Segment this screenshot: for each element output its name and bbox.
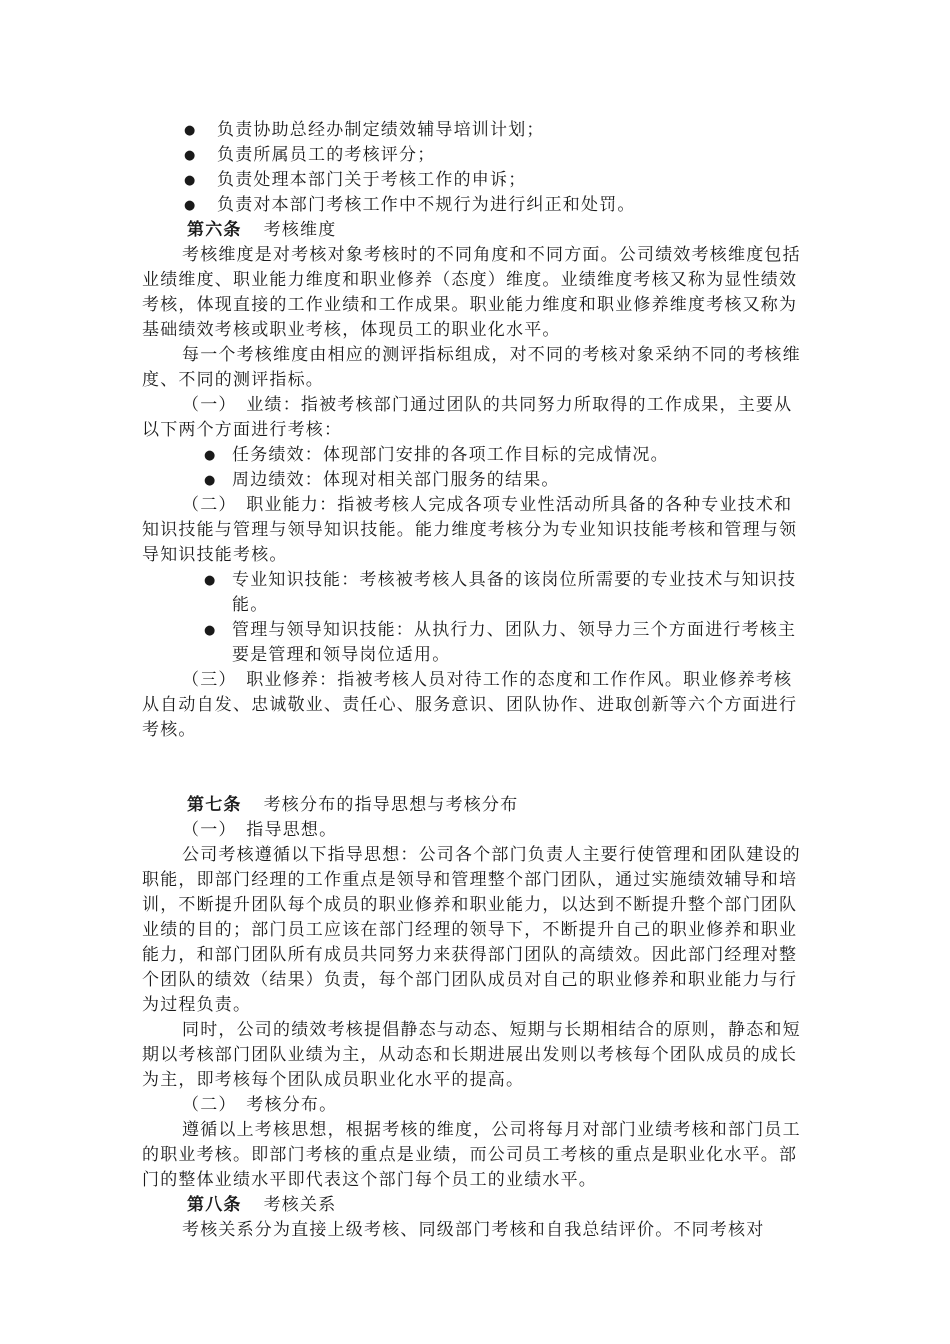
paragraph: 每一个考核维度由相应的测评指标组成，对不同的考核对象采纳不同的考核维度、不同的测评指标。 bbox=[142, 345, 801, 390]
bullet-icon: ● bbox=[204, 573, 217, 588]
bullet-icon: ● bbox=[204, 623, 217, 638]
article-heading: 第七条 考核分布的指导思想与考核分布 bbox=[187, 795, 519, 815]
subsection: （一） 指导思想。 bbox=[182, 820, 338, 840]
list-item: ● 周边绩效：体现对相关部门服务的结果。 bbox=[142, 468, 807, 493]
list-item: ● 负责协助总经办制定绩效辅导培训计划； bbox=[142, 118, 807, 143]
subsection: （二） 考核分布。 bbox=[182, 1095, 338, 1115]
bullet-icon: ● bbox=[204, 448, 217, 463]
article-heading: 第六条 考核维度 bbox=[187, 220, 337, 240]
paragraph: 遵循以上考核思想，根据考核的维度，公司将每月对部门业绩考核和部门员工的职业考核。即部门考核的重点是业绩，而公司员工考核的重点是职业化水平。部门的整体业绩水平即代表这个部门每个员工的业绩水平。 bbox=[142, 1120, 801, 1190]
document-page bbox=[142, 118, 807, 1243]
bullet-icon: ● bbox=[184, 173, 197, 188]
bullet-icon: ● bbox=[184, 198, 197, 213]
subsection: （一） 业绩：指被考核部门通过团队的共同努力所取得的工作成果，主要从以下两个方面进行考核： bbox=[142, 395, 793, 440]
list-item: ● 专业知识技能：考核被考核人具备的该岗位所需要的专业技术与知识技能。 bbox=[204, 570, 797, 615]
spacer bbox=[142, 743, 807, 793]
list-item: ● 任务绩效：体现部门安排的各项工作目标的完成情况。 bbox=[142, 443, 807, 468]
list-item: ● 负责所属员工的考核评分； bbox=[142, 143, 807, 168]
subsection: （三） 职业修养：指被考核人员对待工作的态度和工作作风。职业修养考核从自动自发、忠诚敬业、责任心、服务意识、团队协作、进取创新等六个方面进行考核。 bbox=[142, 670, 798, 740]
bullet-icon: ● bbox=[184, 148, 197, 163]
paragraph: 考核关系分为直接上级考核、同级部门考核和自我总结评价。不同考核对 bbox=[182, 1220, 765, 1240]
bullet-icon: ● bbox=[204, 473, 217, 488]
list-item: ● 负责对本部门考核工作中不规行为进行纠正和处罚。 bbox=[142, 193, 807, 218]
article-heading: 第八条 考核关系 bbox=[187, 1195, 337, 1215]
paragraph: 考核维度是对考核对象考核时的不同角度和不同方面。公司绩效考核维度包括业绩维度、职业能力维度和职业修养（态度）维度。业绩维度考核又称为显性绩效考核，体现直接的工作业绩和工作成果。职业能力维度和职业修养维度考核又称为基础绩效考核或职业考核，体现员工的职业化水平。 bbox=[142, 245, 801, 340]
subsection: （二） 职业能力：指被考核人完成各项专业性活动所具备的各种专业技术和知识技能与管理与领导知识技能。能力维度考核分为专业知识技能考核和管理与领导知识技能考核。 bbox=[142, 495, 798, 565]
list-item: ● 管理与领导知识技能：从执行力、团队力、领导力三个方面进行考核主要是管理和领导岗位适用。 bbox=[204, 620, 797, 665]
list-item: ● 负责处理本部门关于考核工作的申诉； bbox=[142, 168, 807, 193]
paragraph: 同时，公司的绩效考核提倡静态与动态、短期与长期相结合的原则，静态和短期以考核部门团队业绩为主，从动态和长期进展出发则以考核每个团队成员的成长为主，即考核每个团队成员职业化水平的提高。 bbox=[142, 1020, 801, 1090]
paragraph: 公司考核遵循以下指导思想：公司各个部门负责人主要行使管理和团队建设的职能，即部门经理的工作重点是领导和管理整个部门团队，通过实施绩效辅导和培训，不断提升团队每个成员的职业修养和职业能力，以达到不断提升整个部门团队业绩的目的；部门员工应该在部门经理的领导下，不断提升自己的职业修养和职业能力，和部门团队所有成员共同努力来获得部门团队的高绩效。因此部门经理对整个团队的绩效（结果）负责，每个部门团队成员对自己的职业修养和职业能力与行为过程负责。 bbox=[142, 845, 801, 1015]
bullet-icon: ● bbox=[184, 123, 197, 138]
